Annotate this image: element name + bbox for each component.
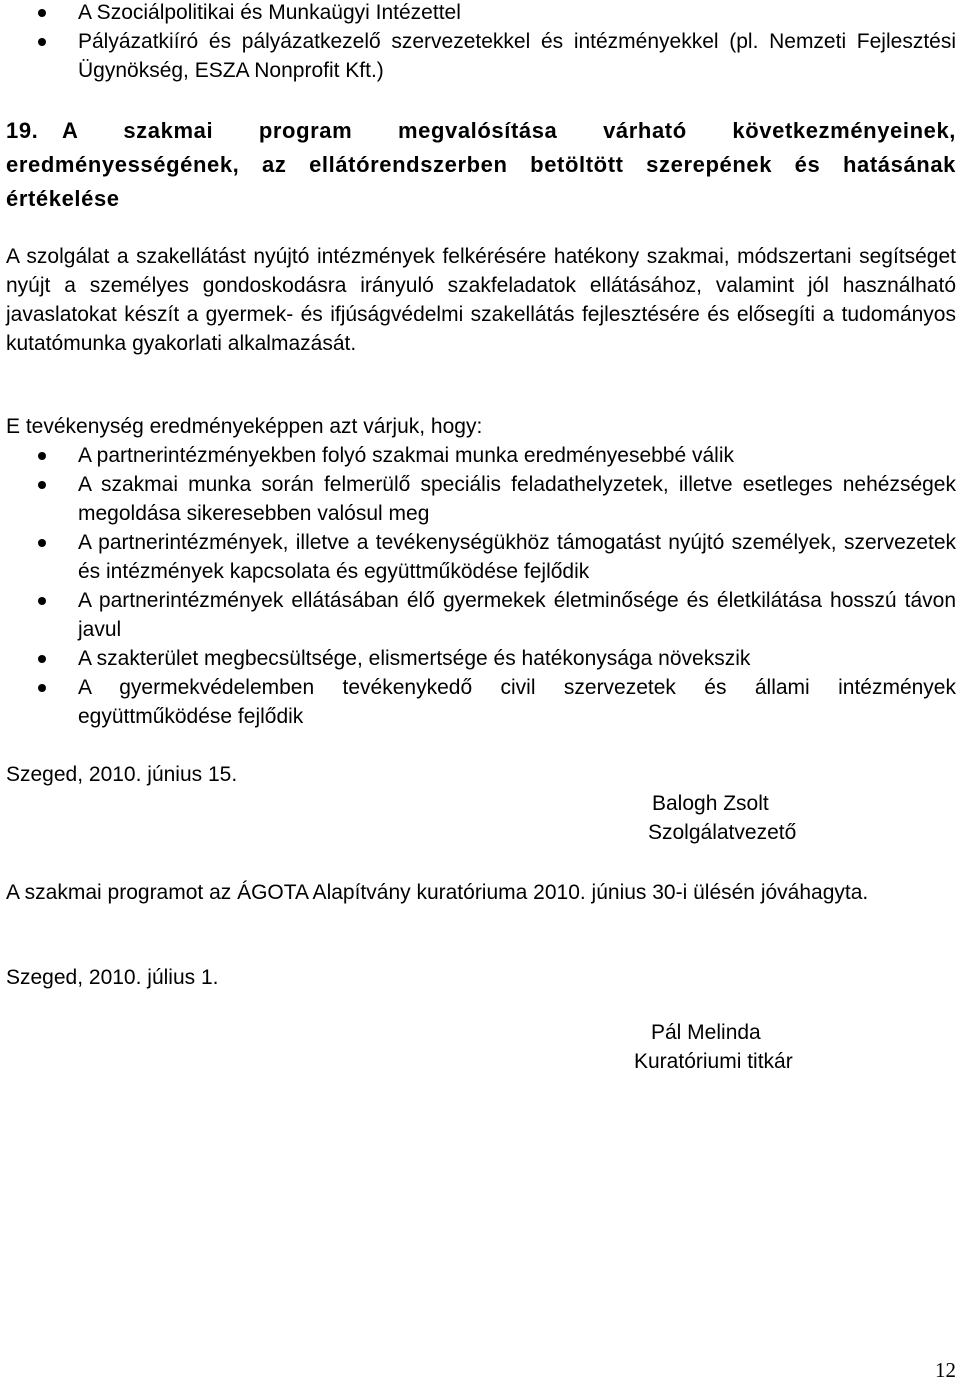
section-number: 19. bbox=[6, 118, 39, 143]
list-item bbox=[6, 470, 956, 528]
list-item-text: Pályázatkiíró és pályázatkezelő szervezetekkel és intézményekkel (pl. Nemzeti Fejlesztési Ügynökség, ESZA Nonprofit Kft.) bbox=[78, 30, 956, 82]
list-item-text: A partnerintézmények, illetve a tevékenységükhöz támogatást nyújtó személyek, szervezetek és intézmények kapcsolata és együttműködése fejlődik bbox=[78, 531, 956, 583]
list-item bbox=[6, 673, 956, 731]
list-item-text: A Szociálpolitikai és Munkaügyi Intézettel bbox=[78, 1, 461, 24]
section-title: A szakmai program megvalósítása várható következményeinek, eredményességének, az ellátórendszerben betöltött szerepének és hatásának értékelése bbox=[6, 118, 956, 211]
signatory-name: Pál Melinda bbox=[651, 1021, 761, 1044]
partner-list bbox=[6, 0, 956, 85]
service-paragraph: A szolgálat a szakellátást nyújtó intézmények felkérésére hatékony szakmai, módszertani segítséget nyújt a személyes gondoskodásra irányuló szakfeladatok ellátásához, valamint jól használható javaslatokat készít a gyermek- és ifjúságvédelmi szakellátás fejlesztésére és elősegíti a tudományos kutatómunka gyakorlati alkalmazását. bbox=[6, 245, 956, 355]
bullet-icon bbox=[38, 655, 46, 663]
list-item-text: A szakmai munka során felmerülő speciális feladathelyzetek, illetve esetleges nehézségek megoldása sikeresebben valósul meg bbox=[78, 473, 956, 525]
list-item bbox=[6, 0, 956, 27]
list-item-text: A gyermekvédelemben tevékenykedő civil szervezetek és állami intézmények együttműködése fejlődik bbox=[78, 676, 956, 728]
expectations-intro: E tevékenység eredményeképpen azt várjuk, hogy: bbox=[6, 415, 483, 438]
list-item bbox=[6, 528, 956, 586]
signatory-role: Szolgálatvezető bbox=[648, 821, 797, 844]
list-item bbox=[6, 586, 956, 644]
list-item bbox=[6, 27, 956, 85]
bullet-icon bbox=[38, 539, 46, 547]
section-heading bbox=[6, 114, 956, 216]
place-date: Szeged, 2010. július 1. bbox=[6, 966, 219, 989]
list-item bbox=[6, 644, 956, 673]
bullet-icon bbox=[38, 38, 46, 46]
approval-paragraph: A szakmai programot az ÁGOTA Alapítvány kuratóriuma 2010. június 30-i ülésén jóváhagyta. bbox=[6, 881, 869, 904]
bullet-icon bbox=[38, 597, 46, 605]
list-item-text: A szakterület megbecsültsége, elismertsége és hatékonysága növekszik bbox=[78, 647, 751, 670]
list-item bbox=[6, 441, 956, 470]
list-item-text: A partnerintézményekben folyó szakmai munka eredményesebbé válik bbox=[78, 444, 735, 467]
bullet-icon bbox=[38, 9, 46, 17]
bullet-icon bbox=[38, 452, 46, 460]
list-item-text: A partnerintézmények ellátásában élő gyermekek életminősége és életkilátása hosszú távon javul bbox=[78, 589, 956, 641]
page-number: 12 bbox=[935, 1358, 956, 1382]
bullet-icon bbox=[38, 481, 46, 489]
expectations-list bbox=[6, 441, 956, 731]
place-date: Szeged, 2010. június 15. bbox=[6, 763, 238, 786]
bullet-icon bbox=[38, 684, 46, 692]
signatory-name: Balogh Zsolt bbox=[652, 792, 769, 815]
signatory-role: Kuratóriumi titkár bbox=[634, 1050, 793, 1073]
